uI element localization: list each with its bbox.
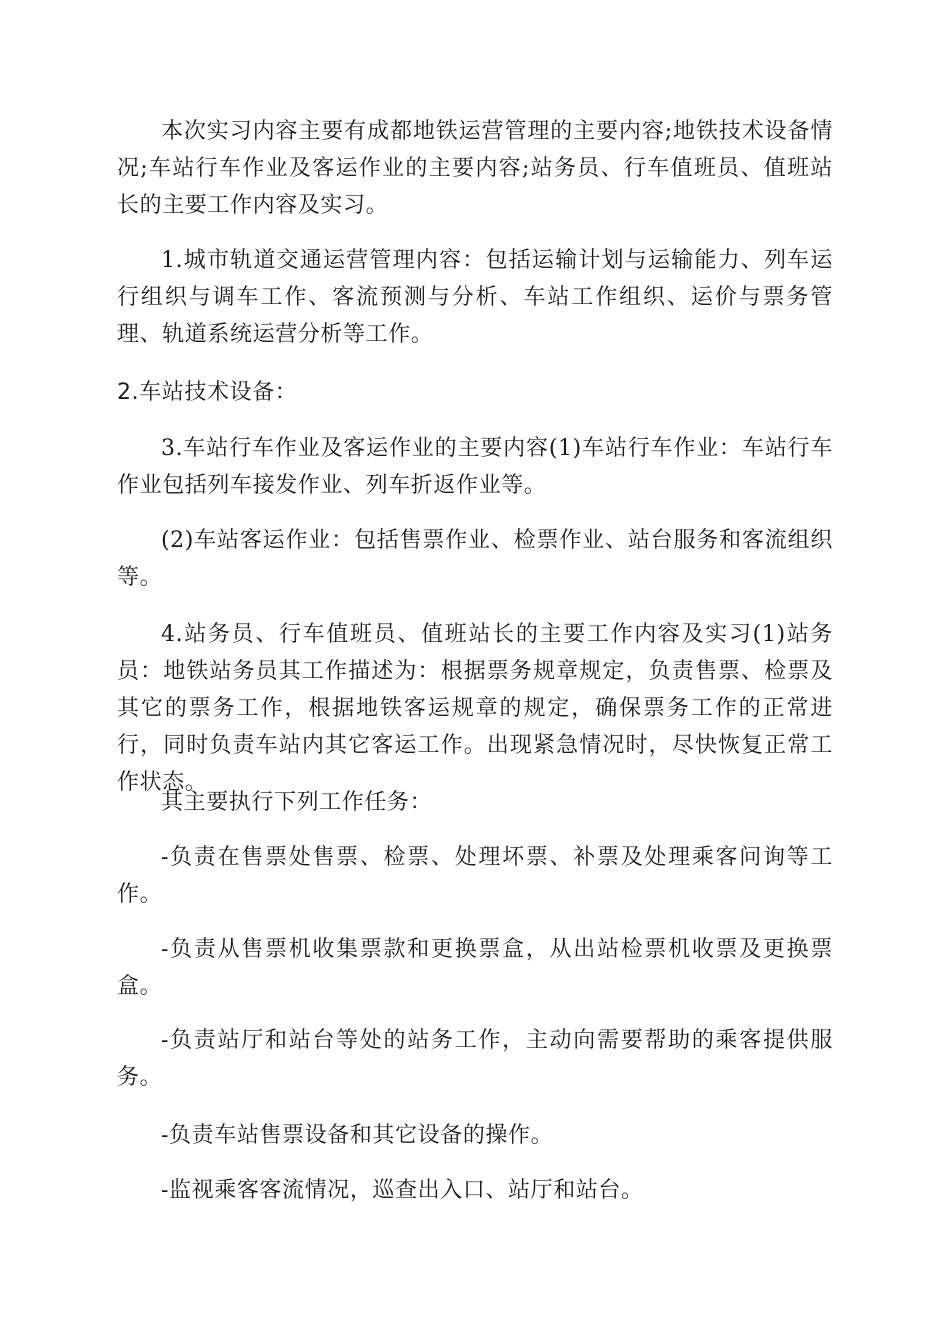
paragraph-station-equipment: 2.车站技术设备：: [117, 380, 298, 405]
list-item-equipment-operation: -负责车站售票设备和其它设备的操作。: [161, 1123, 554, 1148]
list-item-ticket-boxes: -负责从售票机收集票款和更换票盒，从出站检票机收票及更换票盒。: [117, 937, 833, 999]
list-item-station-service: -负责站厅和站台等处的站务工作，主动向需要帮助的乘客提供服务。: [117, 1028, 833, 1090]
paragraph-operations-management: 1.城市轨道交通运营管理内容：包括运输计划与运输能力、列车运行组织与调车工作、客流预测与分析、车站工作组织、运价与票务管理、轨道系统运营分析等工作。: [117, 248, 833, 347]
paragraph-task-intro: 其主要执行下列工作任务：: [161, 790, 433, 815]
paragraph-intro: 本次实习内容主要有成都地铁运营管理的主要内容;地铁技术设备情况;车站行车作业及客运作业的主要内容;站务员、行车值班员、值班站长的主要工作内容及实习。: [117, 119, 833, 218]
list-item-ticketing: -负责在售票处售票、检票、处理坏票、补票及处理乘客问询等工作。: [117, 845, 833, 907]
list-item-passenger-monitoring: -监视乘客客流情况，巡查出入口、站厅和站台。: [161, 1178, 644, 1203]
paragraph-station-staff: 4.站务员、行车值班员、值班站长的主要工作内容及实习(1)站务员：地铁站务员其工作描述为：根据票务规章规定，负责售票、检票及其它的票务工作，根据地铁客运规章的规定，确保票务工作的正常进行，同时负责车站内其它客运工作。出现紧急情况时，尽快恢复正常工作状态。: [117, 622, 833, 795]
paragraph-passenger-operations: (2)车站客运作业：包括售票作业、检票作业、站台服务和客流组织等。: [117, 528, 833, 590]
paragraph-train-operations: 3.车站行车作业及客运作业的主要内容(1)车站行车作业：车站行车作业包括列车接发作业、列车折返作业等。: [117, 436, 833, 498]
